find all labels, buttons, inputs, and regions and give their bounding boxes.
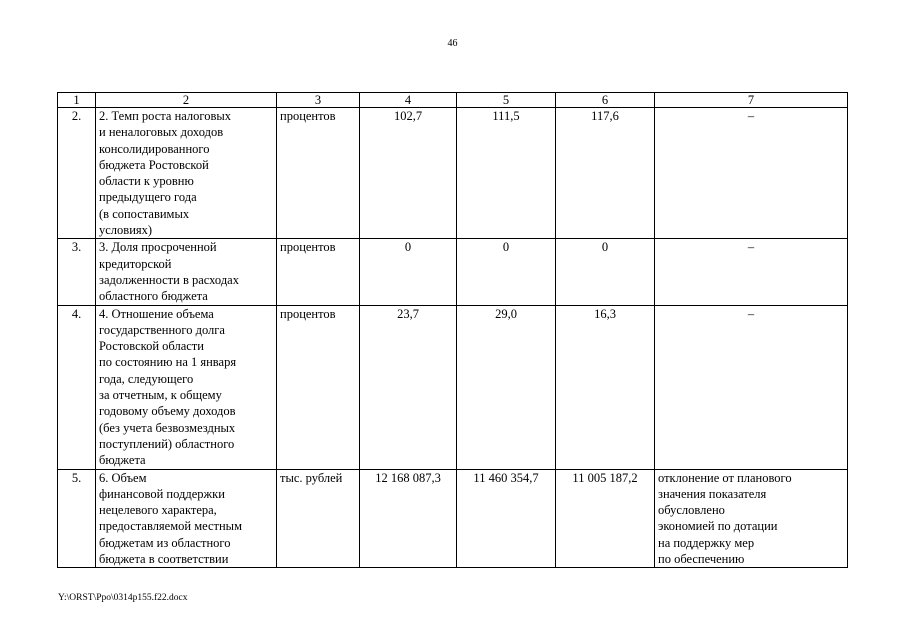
value-cell: 0 <box>556 239 655 305</box>
header-cell: 6 <box>556 93 655 108</box>
value-cell: 29,0 <box>457 305 556 469</box>
header-cell: 4 <box>360 93 457 108</box>
value-cell: 0 <box>360 239 457 305</box>
value-cell: 111,5 <box>457 108 556 239</box>
value-cell: 12 168 087,3 <box>360 469 457 568</box>
unit-cell: тыс. рублей <box>277 469 360 568</box>
header-cell: 7 <box>655 93 848 108</box>
row-number: 5. <box>58 469 96 568</box>
file-path-footer: Y:\ORST\Ppo\0314p155.f22.docx <box>58 593 188 603</box>
note-cell: – <box>655 239 848 305</box>
page-number: 46 <box>447 38 458 49</box>
table-row <box>58 239 848 305</box>
indicator-name: 4. Отношение объема государственного долга Ростовской области по состоянию на 1 января года, следующего за отчетным, к общему годовому объему доходов (без учета безвозмездных поступлений) областного бюджета <box>96 305 277 469</box>
table-row <box>58 469 848 568</box>
unit-cell: процентов <box>277 305 360 469</box>
table-row <box>58 108 848 239</box>
indicator-name: 2. Темп роста налоговых и неналоговых доходов консолидированного бюджета Ростовской области к уровню предыдущего года (в сопоставимых условиях) <box>96 108 277 239</box>
indicators-table <box>57 92 848 568</box>
value-cell: 11 005 187,2 <box>556 469 655 568</box>
header-cell: 2 <box>96 93 277 108</box>
value-cell: 117,6 <box>556 108 655 239</box>
header-cell: 1 <box>58 93 96 108</box>
value-cell: 16,3 <box>556 305 655 469</box>
header-cell: 5 <box>457 93 556 108</box>
value-cell: 102,7 <box>360 108 457 239</box>
row-number: 3. <box>58 239 96 305</box>
table-row <box>58 305 848 469</box>
indicator-name: 3. Доля просроченной кредиторской задолженности в расходах областного бюджета <box>96 239 277 305</box>
indicator-name: 6. Объем финансовой поддержки нецелевого характера, предоставляемой местным бюджетам из областного бюджета в соответствии <box>96 469 277 568</box>
value-cell: 11 460 354,7 <box>457 469 556 568</box>
table-header-row <box>58 93 848 108</box>
note-cell: – <box>655 108 848 239</box>
unit-cell: процентов <box>277 239 360 305</box>
value-cell: 0 <box>457 239 556 305</box>
unit-cell: процентов <box>277 108 360 239</box>
note-cell: отклонение от планового значения показателя обусловлено экономией по дотации на поддержку мер по обеспечению <box>655 469 848 568</box>
value-cell: 23,7 <box>360 305 457 469</box>
header-cell: 3 <box>277 93 360 108</box>
row-number: 2. <box>58 108 96 239</box>
note-cell: – <box>655 305 848 469</box>
row-number: 4. <box>58 305 96 469</box>
